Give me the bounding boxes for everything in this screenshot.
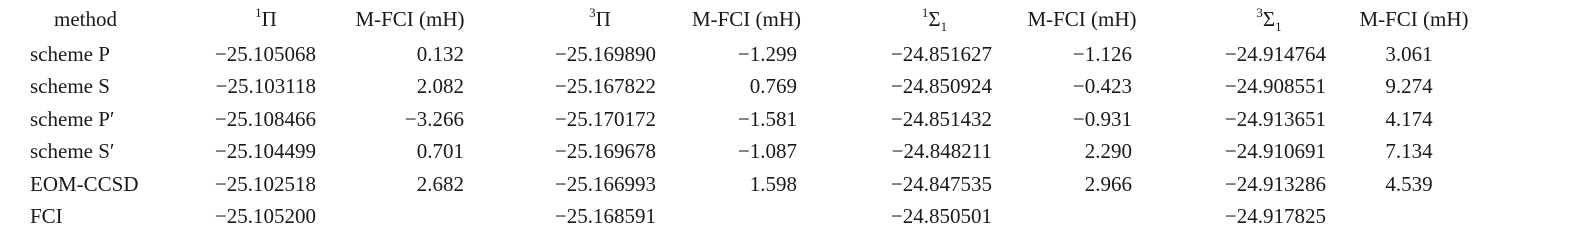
energy-cell: −24.847535 [890,171,992,196]
header-state-3sigma1 [1164,0,1334,38]
table-body [0,38,1494,233]
table-row [0,38,1494,71]
energy-cell: −24.914764 [1224,41,1326,66]
energy-cell: −25.103118 [215,74,316,99]
mfci-cell: 3.061 [1385,41,1433,66]
header-method: method [54,6,117,31]
mfci-cell: −1.581 [737,106,797,131]
table-row [0,103,1494,136]
header-row [0,0,1494,38]
energy-cell: −24.850924 [890,74,992,99]
header-mfci: M-FCI (mH) [1359,6,1469,31]
table-row [0,201,1494,234]
method-cell: scheme S′ [30,139,115,164]
method-cell: scheme P [30,41,110,66]
header-mfci: M-FCI (mH) [1027,6,1137,31]
mfci-cell: 2.966 [1084,171,1132,196]
mfci-cell [1000,201,1164,234]
energy-cell: −24.917825 [1224,204,1326,229]
mfci-cell: 1.598 [749,171,797,196]
state-symbol: Π [261,6,277,31]
mfci-cell [664,201,829,234]
mfci-cell: 2.082 [416,74,464,99]
mfci-cell [324,201,496,234]
mfci-cell: 4.174 [1385,106,1433,131]
mfci-cell: 0.132 [416,41,464,66]
mfci-cell: −3.266 [404,106,464,131]
mfci-cell: −0.931 [1072,106,1132,131]
energy-cell: −25.167822 [554,74,656,99]
method-cell: FCI [30,204,63,229]
state-multiplicity: 3 [1256,4,1263,20]
energy-cell: −25.168591 [554,204,656,229]
energy-cell: −24.851432 [890,106,992,131]
energy-cell: −25.166993 [554,171,656,196]
energy-cell: −25.170172 [554,106,656,131]
state-subscript: 1 [940,18,948,34]
energy-cell: −24.913286 [1224,171,1326,196]
table-row [0,136,1494,169]
table-row [0,168,1494,201]
state-multiplicity: 1 [921,4,929,20]
mfci-cell: 0.701 [416,139,464,164]
energy-cell: −25.169678 [554,139,656,164]
state-multiplicity: 1 [255,4,262,20]
mfci-cell: 2.290 [1084,139,1132,164]
state-subscript: 1 [1275,18,1282,34]
energy-cell: −24.913651 [1224,106,1326,131]
state-symbol: Π [595,6,611,31]
mfci-cell [1334,201,1494,234]
mfci-cell: 0.769 [749,74,797,99]
energy-cell: −25.105200 [214,204,316,229]
table-row [0,71,1494,104]
mfci-cell: 2.682 [416,171,464,196]
energy-cell: −24.850501 [890,204,992,229]
energy-cell: −25.104499 [214,139,316,164]
energy-cell: −25.105068 [214,41,316,66]
state-multiplicity: 3 [589,4,596,20]
mfci-cell: 4.539 [1385,171,1433,196]
mfci-cell: −1.087 [737,139,797,164]
mfci-cell: −0.423 [1072,74,1132,99]
energy-cell: −25.102518 [214,171,316,196]
mfci-cell: 7.134 [1385,139,1433,164]
header-mfci: M-FCI (mH) [355,6,465,31]
energy-cell: −25.108466 [214,106,316,131]
method-cell: scheme S [30,74,110,99]
method-cell: scheme P′ [30,106,115,131]
mfci-cell: −1.299 [737,41,797,66]
state-symbol: Σ [1262,6,1276,31]
mfci-cell: 9.274 [1385,74,1433,99]
method-cell: EOM-CCSD [30,171,139,196]
header-state-1pi [168,0,324,38]
mfci-cell: −1.126 [1072,41,1132,66]
state-symbol: Σ [928,6,941,31]
energy-cell: −25.169890 [554,41,656,66]
energy-cell: −24.848211 [891,139,992,164]
energy-cell: −24.851627 [890,41,992,66]
energy-cell: −24.910691 [1224,139,1326,164]
energy-cell: −24.908551 [1224,74,1326,99]
header-state-1sigma1 [829,0,1000,38]
header-state-3pi [496,0,664,38]
header-mfci: M-FCI (mH) [691,6,802,31]
